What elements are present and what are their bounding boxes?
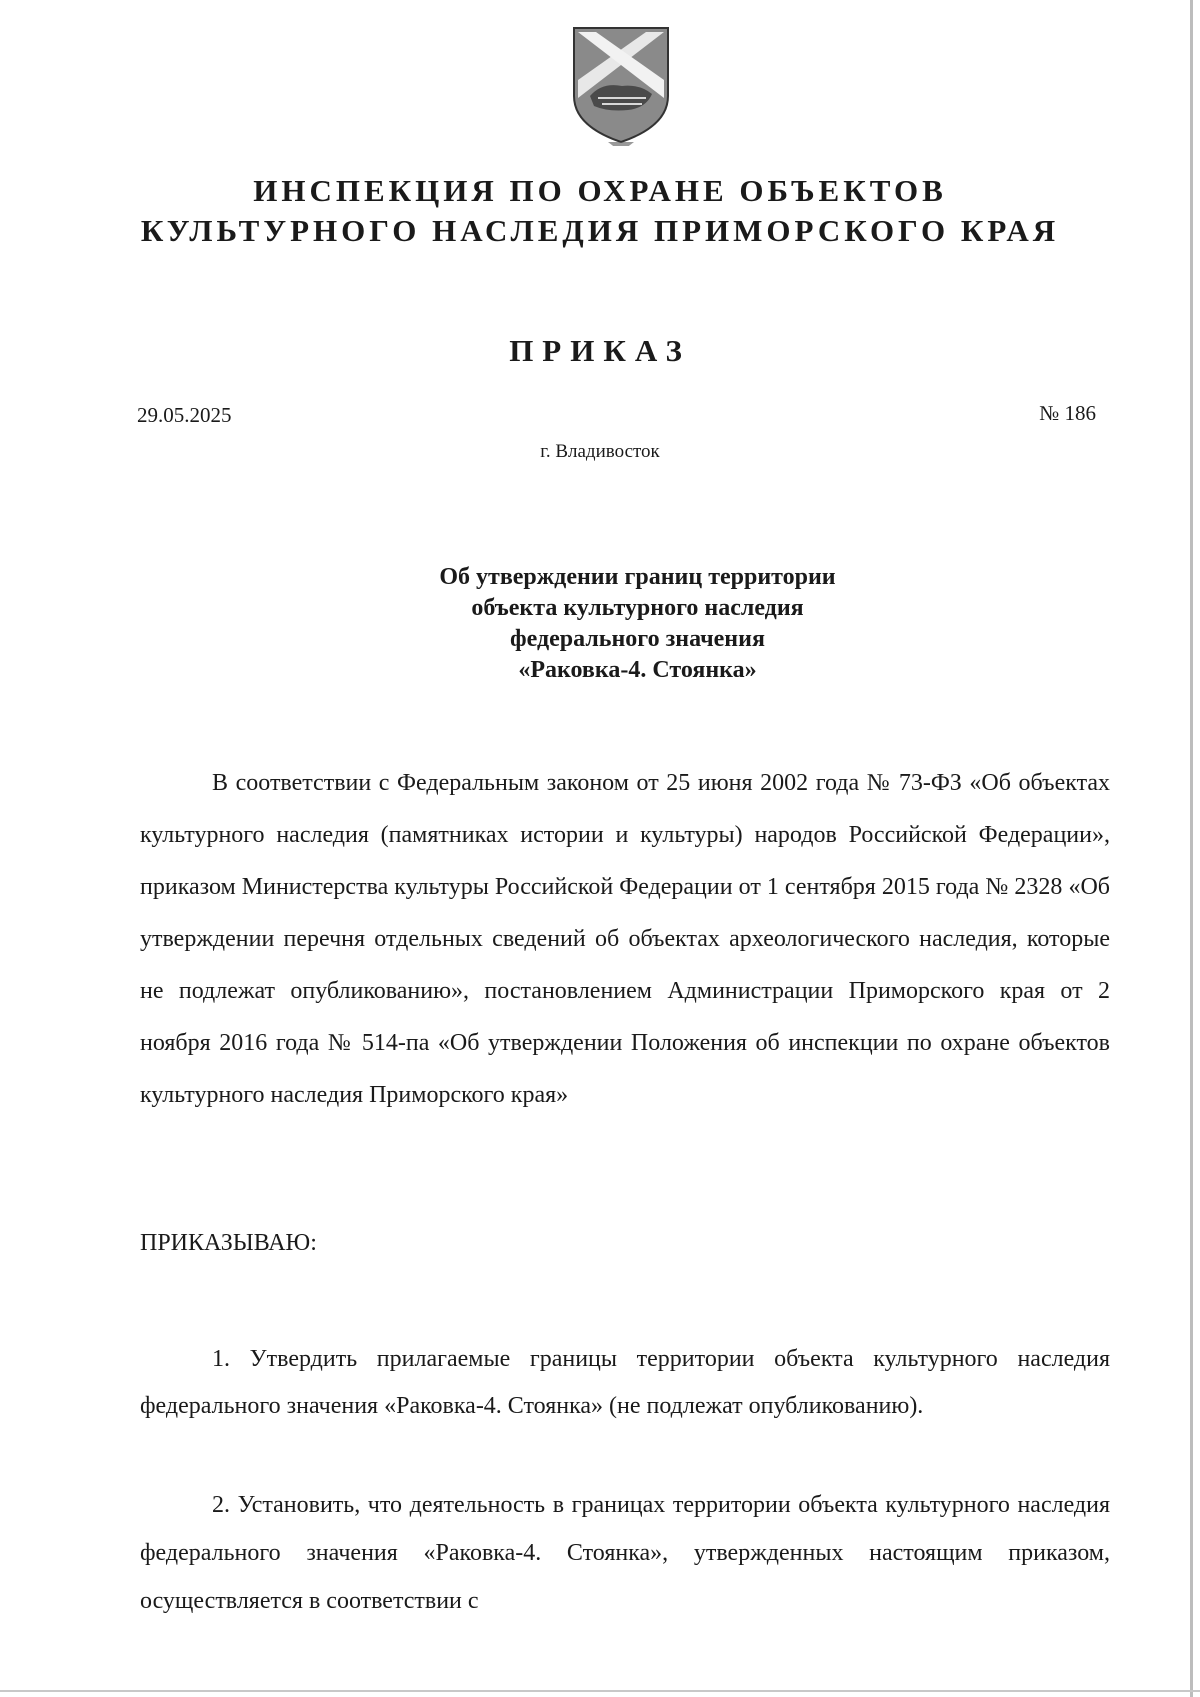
organization-name-line-2: КУЛЬТУРНОГО НАСЛЕДИЯ ПРИМОРСКОГО КРАЯ: [140, 213, 1060, 248]
order-city: г. Владивосток: [540, 441, 660, 462]
subject-line: федерального значения: [510, 626, 765, 652]
order-item-1: 1. Утвердить прилагаемые границы территории объекта культурного наследия федерального значения «Раковка-4. Стоянка» (не подлежат опубликованию).: [140, 1346, 1110, 1419]
organization-name-line-1: ИНСПЕКЦИЯ ПО ОХРАНЕ ОБЪЕКТОВ: [253, 173, 947, 208]
subject-line: объекта культурного наследия: [471, 595, 804, 621]
preamble-paragraph: В соответствии с Федеральным законом от 25 июня 2002 года № 73-ФЗ «Об объектах культурного наследия (памятниках истории и культуры) народов Российской Федерации», приказом Министерства культуры Российской Федерации от 1 сентября 2015 года № 2328 «Об утверждении перечня отдельных сведений об объектах археологического наследия, которые не подлежат опубликованию», постановлением Администрации Приморского края от 2 ноября 2016 года № 514-па «Об утверждении Положения об инспекции по охране объектов культурного наследия Приморского края»: [140, 770, 1110, 1108]
order-subject: [300, 562, 975, 686]
order-date: 29.05.2025: [137, 403, 232, 427]
order-item-2: 2. Установить, что деятельность в границах территории объекта культурного наследия федерального значения «Раковка-4. Стоянка», утвержденных настоящим приказом, осуществляется в соответствии с: [140, 1492, 1110, 1614]
page-edge-right: [1190, 0, 1193, 1697]
page-edge-bottom: [0, 1690, 1200, 1692]
subject-line: Об утверждении границ территории: [439, 564, 836, 590]
order-number: № 186: [1039, 401, 1096, 425]
document-title: ПРИКАЗ: [509, 333, 691, 368]
coat-of-arms-emblem: [568, 22, 674, 146]
order-directive-word: ПРИКАЗЫВАЮ:: [140, 1230, 317, 1256]
subject-line: «Раковка-4. Стоянка»: [518, 657, 757, 683]
